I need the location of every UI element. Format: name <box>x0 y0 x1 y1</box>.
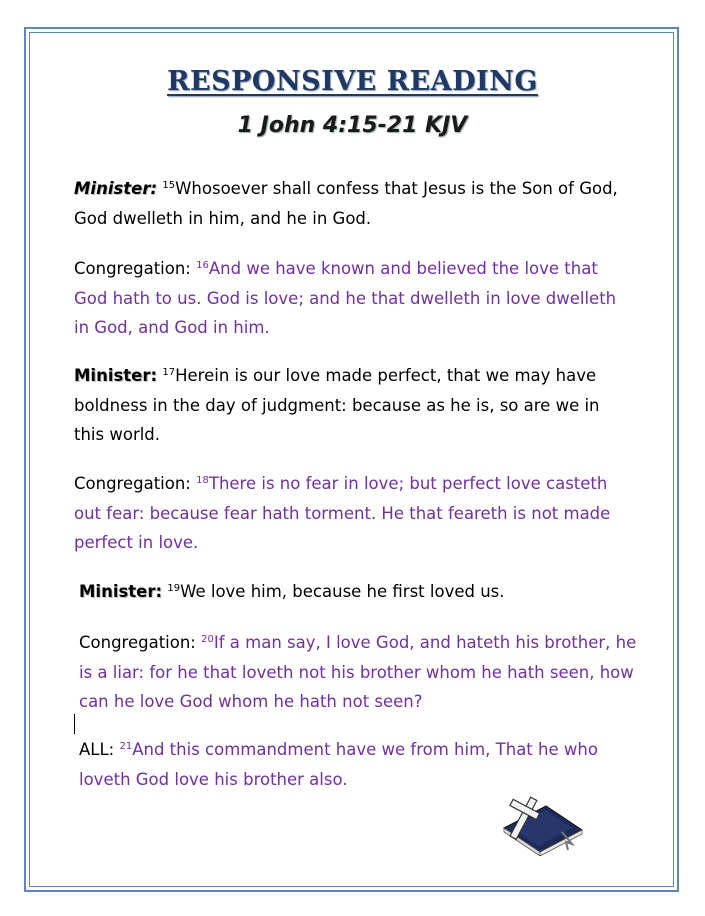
reading-minister-17 <box>74 361 634 450</box>
bible-cross-icon <box>500 792 592 856</box>
speaker-label: Congregation: <box>79 633 196 652</box>
speaker-label: Minister: <box>74 179 158 198</box>
verse-number: 19 <box>167 583 181 594</box>
reading-minister-19 <box>79 577 639 607</box>
verse-number: 18 <box>196 475 209 486</box>
speaker-label: Minister: <box>74 366 158 385</box>
speaker-label: Congregation: <box>74 259 191 278</box>
reading-congregation-16 <box>74 254 634 343</box>
reading-congregation-18 <box>74 469 634 558</box>
reading-text: Whosoever shall confess that Jesus is the Son of God, God dwelleth in him, and he in God. <box>74 179 618 228</box>
reading-all-21 <box>79 735 639 794</box>
page-title: RESPONSIVE READING <box>167 66 538 97</box>
verse-number: 15 <box>162 180 176 191</box>
text-cursor <box>74 714 75 734</box>
verse-number: 16 <box>196 260 209 271</box>
verse-number: 21 <box>119 741 133 752</box>
speaker-label: ALL: <box>79 740 115 759</box>
reading-minister-15 <box>74 174 634 233</box>
reading-text: There is no fear in love; but perfect love casteth out fear: because fear hath torment. He that feareth is not made perfect in love. <box>74 474 611 552</box>
reading-text: And we have known and believed the love that God hath to us. God is love; and he that dwelleth in love dwelleth in God, and God in him. <box>74 259 617 337</box>
page-subtitle: 1 John 4:15-21 KJV <box>237 113 468 138</box>
speaker-label: Minister: <box>79 582 163 601</box>
reading-congregation-20 <box>79 628 639 717</box>
speaker-label: Congregation: <box>74 474 191 493</box>
reading-text: If a man say, I love God, and hateth his brother, he is a liar: for he that loveth not his brother whom he hath seen, how can he love God whom he hath not seen? <box>79 633 637 711</box>
verse-number: 17 <box>162 367 176 378</box>
reading-text: And this commandment have we from him, That he who loveth God love his brother also. <box>79 740 598 789</box>
verse-number: 20 <box>201 634 214 645</box>
reading-text: We love him, because he first loved us. <box>180 582 505 601</box>
reading-text: Herein is our love made perfect, that we may have boldness in the day of judgment: because as he is, so are we in this world. <box>74 366 600 444</box>
